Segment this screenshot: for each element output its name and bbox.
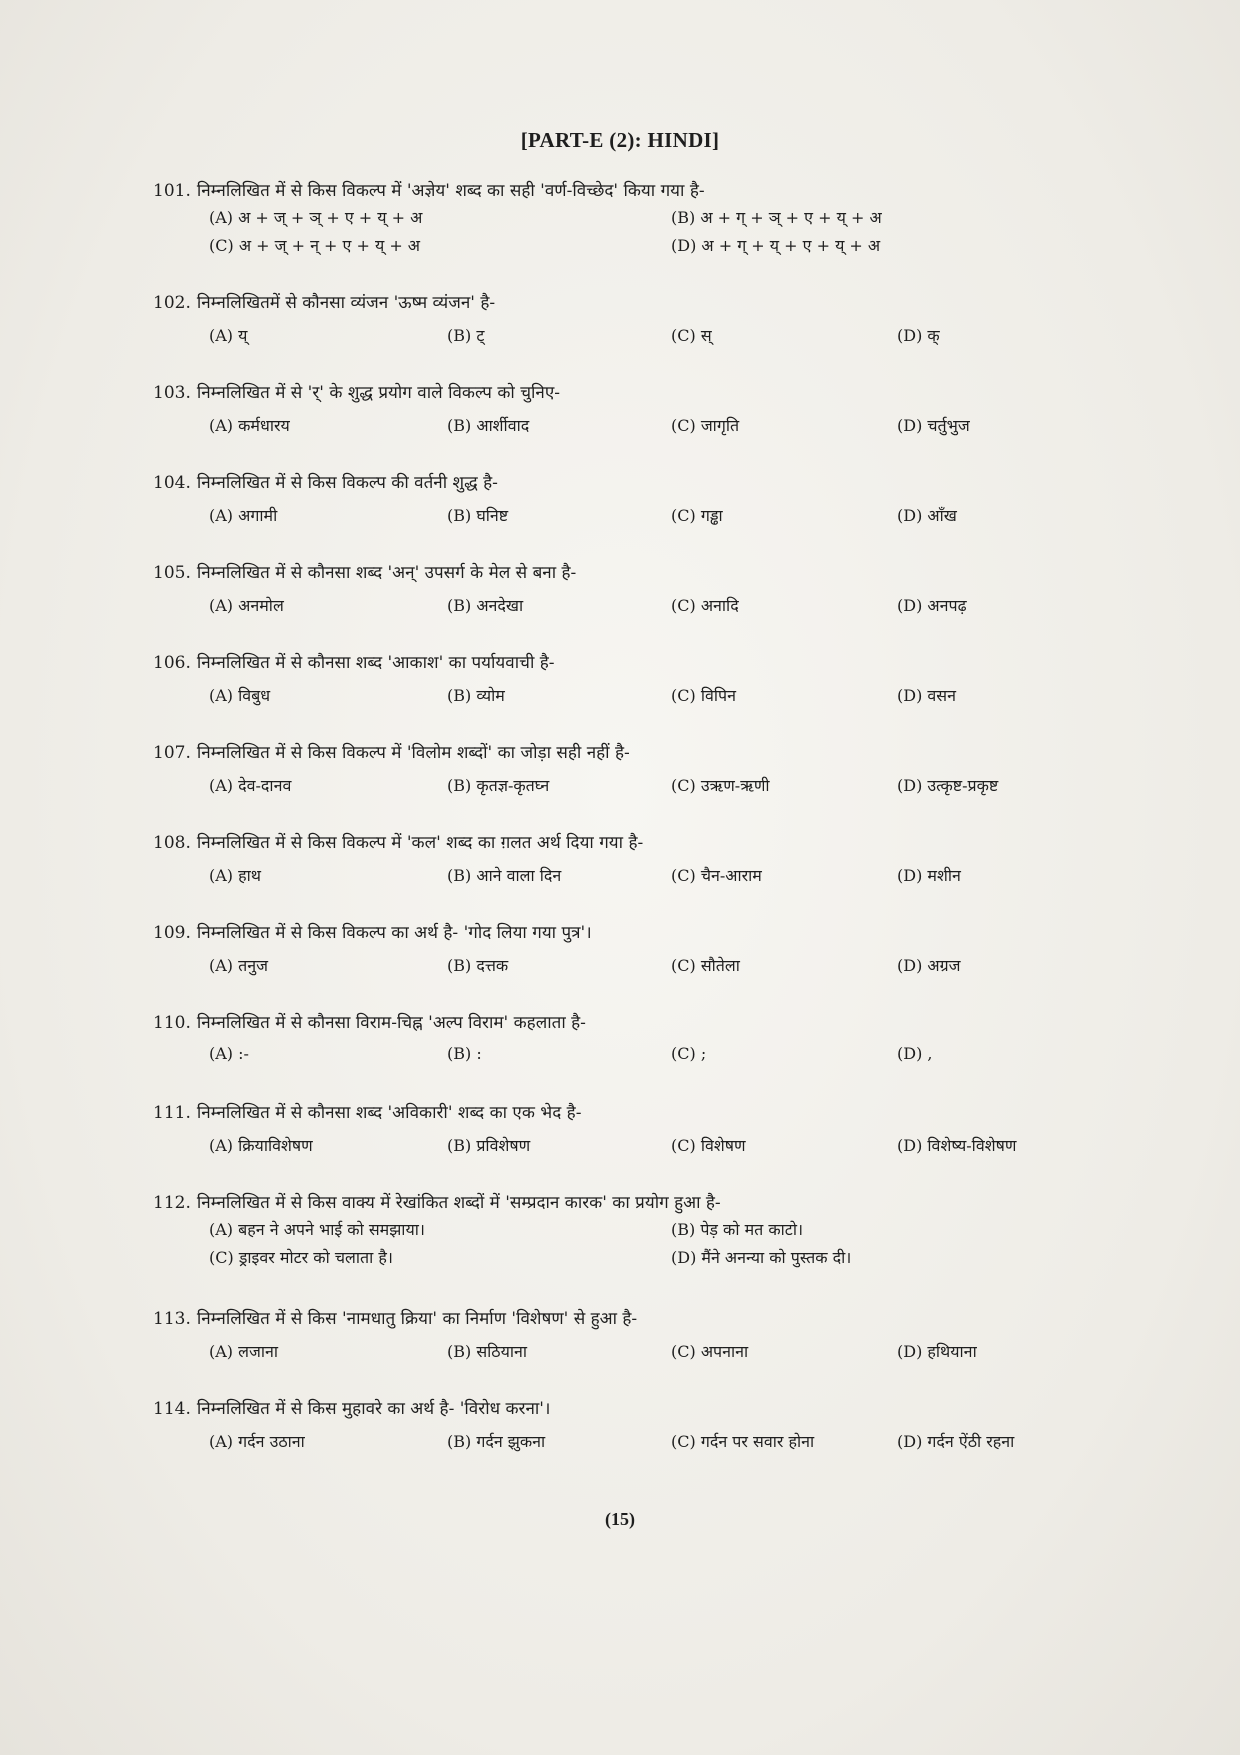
option-d[interactable]: (D) मशीन	[897, 866, 961, 885]
question-110	[153, 1010, 1083, 1100]
option-c[interactable]: (C) सौतेला	[671, 956, 740, 975]
option-b[interactable]: (B) आर्शीवाद	[447, 416, 530, 435]
question-text: निम्नलिखित में से किस विकल्प में 'अज्ञेय' शब्द का सही 'वर्ण-विच्छेद' किया गया है-	[196, 181, 705, 201]
question-105	[153, 560, 1083, 650]
question-text: निम्नलिखित में से 'र्' के शुद्ध प्रयोग वाले विकल्प को चुनिए-	[196, 383, 560, 403]
option-c[interactable]: (C) जागृति	[671, 416, 740, 435]
option-d[interactable]: (D) गर्दन ऐंठी रहना	[897, 1432, 1015, 1451]
option-c[interactable]: (C) गर्दन पर सवार होना	[671, 1432, 815, 1451]
question-text: निम्नलिखितमें से कौनसा व्यंजन 'ऊष्म व्यंजन' है-	[196, 293, 496, 313]
option-c[interactable]: (C) विपिन	[671, 686, 736, 705]
option-d[interactable]: (D) अग्रज	[897, 956, 961, 975]
question-113	[153, 1306, 1083, 1396]
option-d[interactable]: (D) वसन	[897, 686, 956, 705]
question-104	[153, 470, 1083, 560]
options	[153, 1340, 1083, 1370]
option-b[interactable]: (B) अ + ग् + ञ् + ए + य् + अ	[671, 208, 882, 227]
option-d[interactable]: (D) अ + ग् + य् + ए + य् + अ	[671, 236, 881, 255]
option-a[interactable]: (A) तनुज	[209, 956, 268, 975]
option-d[interactable]: (D) विशेष्य-विशेषण	[897, 1136, 1017, 1155]
option-a[interactable]: (A) देव-दानव	[209, 776, 292, 795]
options	[153, 864, 1083, 894]
options	[153, 504, 1083, 534]
options	[153, 1430, 1083, 1460]
question-number: 104.	[153, 473, 191, 493]
question-number: 110.	[153, 1013, 191, 1033]
option-d[interactable]: (D) क्	[897, 326, 940, 345]
question-text: निम्नलिखित में से किस मुहावरे का अर्थ है- 'विरोध करना'।	[196, 1399, 551, 1419]
question-106	[153, 650, 1083, 740]
question-101	[153, 178, 1083, 290]
question-text: निम्नलिखित में से कौनसा शब्द 'आकाश' का पर्यायवाची है-	[196, 653, 555, 673]
option-a[interactable]: (A) कर्मधारय	[209, 416, 290, 435]
question-102	[153, 290, 1083, 380]
option-c[interactable]: (C) गड्ढा	[671, 506, 723, 525]
option-a[interactable]: (A) लजाना	[209, 1342, 279, 1361]
option-c[interactable]: (C) अ + ज् + न् + ए + य् + अ	[209, 236, 421, 255]
section-header: [PART-E (2): HINDI]	[520, 128, 720, 152]
options	[153, 1134, 1083, 1164]
option-c[interactable]: (C) स्	[671, 326, 712, 345]
question-text: निम्नलिखित में से कौनसा विराम-चिह्न 'अल्प विराम' कहलाता है-	[196, 1013, 586, 1033]
options	[153, 414, 1083, 444]
option-d[interactable]: (D) अनपढ़	[897, 596, 967, 615]
options	[153, 206, 1083, 262]
question-text: निम्नलिखित में से कौनसा शब्द 'अन्' उपसर्ग के मेल से बना है-	[196, 563, 577, 583]
question-text: निम्नलिखित में से किस विकल्प की वर्तनी शुद्ध है-	[196, 473, 498, 493]
option-b[interactable]: (B) पेड़ को मत काटो।	[671, 1220, 804, 1239]
question-number: 113.	[153, 1309, 191, 1329]
option-a[interactable]: (A) क्रियाविशेषण	[209, 1136, 313, 1155]
option-a[interactable]: (A) विबुध	[209, 686, 271, 705]
option-b[interactable]: (B) ट्	[447, 326, 485, 345]
question-number: 102.	[153, 293, 191, 313]
question-number: 101.	[153, 181, 191, 201]
question-text: निम्नलिखित में से कौनसा शब्द 'अविकारी' शब्द का एक भेद है-	[196, 1103, 582, 1123]
option-a[interactable]: (A) अगामी	[209, 506, 278, 525]
option-d[interactable]: (D) उत्कृष्ट-प्रकृष्ट	[897, 776, 999, 795]
option-b[interactable]: (B) व्योम	[447, 686, 505, 705]
question-list	[153, 178, 1083, 1486]
option-a[interactable]: (A) य्	[209, 326, 248, 345]
question-number: 112.	[153, 1193, 191, 1213]
option-b[interactable]: (B) आने वाला दिन	[447, 866, 562, 885]
option-c[interactable]: (C) ;	[671, 1044, 707, 1063]
option-c[interactable]: (C) ड्राइवर मोटर को चलाता है।	[209, 1248, 393, 1267]
option-c[interactable]: (C) उऋण-ऋणी	[671, 776, 770, 795]
question-112	[153, 1190, 1083, 1306]
option-c[interactable]: (C) अनादि	[671, 596, 739, 615]
question-text: निम्नलिखित में से किस वाक्य में रेखांकित शब्दों में 'सम्प्रदान कारक' का प्रयोग हुआ है-	[196, 1193, 721, 1213]
option-a[interactable]: (A) :-	[209, 1044, 249, 1063]
option-b[interactable]: (B) :	[447, 1044, 482, 1063]
question-111	[153, 1100, 1083, 1190]
options	[153, 1044, 1083, 1074]
question-text: निम्नलिखित में से किस विकल्प का अर्थ है- 'गोद लिया गया पुत्र'।	[196, 923, 592, 943]
options	[153, 774, 1083, 804]
options	[153, 684, 1083, 714]
options	[153, 954, 1083, 984]
question-103	[153, 380, 1083, 470]
option-b[interactable]: (B) अनदेखा	[447, 596, 524, 615]
option-b[interactable]: (B) घनिष्ट	[447, 506, 509, 525]
question-text: निम्नलिखित में से किस विकल्प में 'विलोम शब्दों' का जोड़ा सही नहीं है-	[196, 743, 630, 763]
option-a[interactable]: (A) बहन ने अपने भाई को समझाया।	[209, 1220, 425, 1239]
option-a[interactable]: (A) अ + ज् + ञ् + ए + य् + अ	[209, 208, 423, 227]
option-c[interactable]: (C) विशेषण	[671, 1136, 746, 1155]
question-108	[153, 830, 1083, 920]
option-b[interactable]: (B) सठियाना	[447, 1342, 528, 1361]
option-b[interactable]: (B) कृतज्ञ-कृतघ्न	[447, 776, 550, 795]
option-d[interactable]: (D) चर्तुभुज	[897, 416, 970, 435]
options	[153, 1218, 1083, 1274]
option-a[interactable]: (A) अनमोल	[209, 596, 284, 615]
question-number: 106.	[153, 653, 191, 673]
option-b[interactable]: (B) गर्दन झुकना	[447, 1432, 546, 1451]
question-number: 103.	[153, 383, 191, 403]
option-c[interactable]: (C) चैन-आराम	[671, 866, 762, 885]
options	[153, 324, 1083, 354]
question-number: 111.	[153, 1103, 191, 1123]
question-number: 114.	[153, 1399, 191, 1419]
question-text: निम्नलिखित में से किस विकल्प में 'कल' शब्द का ग़लत अर्थ दिया गया है-	[196, 833, 644, 853]
option-c[interactable]: (C) अपनाना	[671, 1342, 749, 1361]
option-d[interactable]: (D) ,	[897, 1044, 933, 1063]
question-number: 105.	[153, 563, 191, 583]
option-a[interactable]: (A) हाथ	[209, 866, 261, 885]
question-114	[153, 1396, 1083, 1486]
options	[153, 594, 1083, 624]
page-number: (15)	[605, 1509, 635, 1529]
option-d[interactable]: (D) आँख	[897, 506, 957, 525]
question-text: निम्नलिखित में से किस 'नामधातु क्रिया' का निर्माण 'विशेषण' से हुआ है-	[196, 1309, 638, 1329]
option-a[interactable]: (A) गर्दन उठाना	[209, 1432, 305, 1451]
option-d[interactable]: (D) हथियाना	[897, 1342, 977, 1361]
question-number: 107.	[153, 743, 191, 763]
option-b[interactable]: (B) दत्तक	[447, 956, 509, 975]
question-107	[153, 740, 1083, 830]
option-b[interactable]: (B) प्रविशेषण	[447, 1136, 531, 1155]
option-d[interactable]: (D) मैंने अनन्या को पुस्तक दी।	[671, 1248, 852, 1267]
question-109	[153, 920, 1083, 1010]
question-number: 108.	[153, 833, 191, 853]
question-number: 109.	[153, 923, 191, 943]
